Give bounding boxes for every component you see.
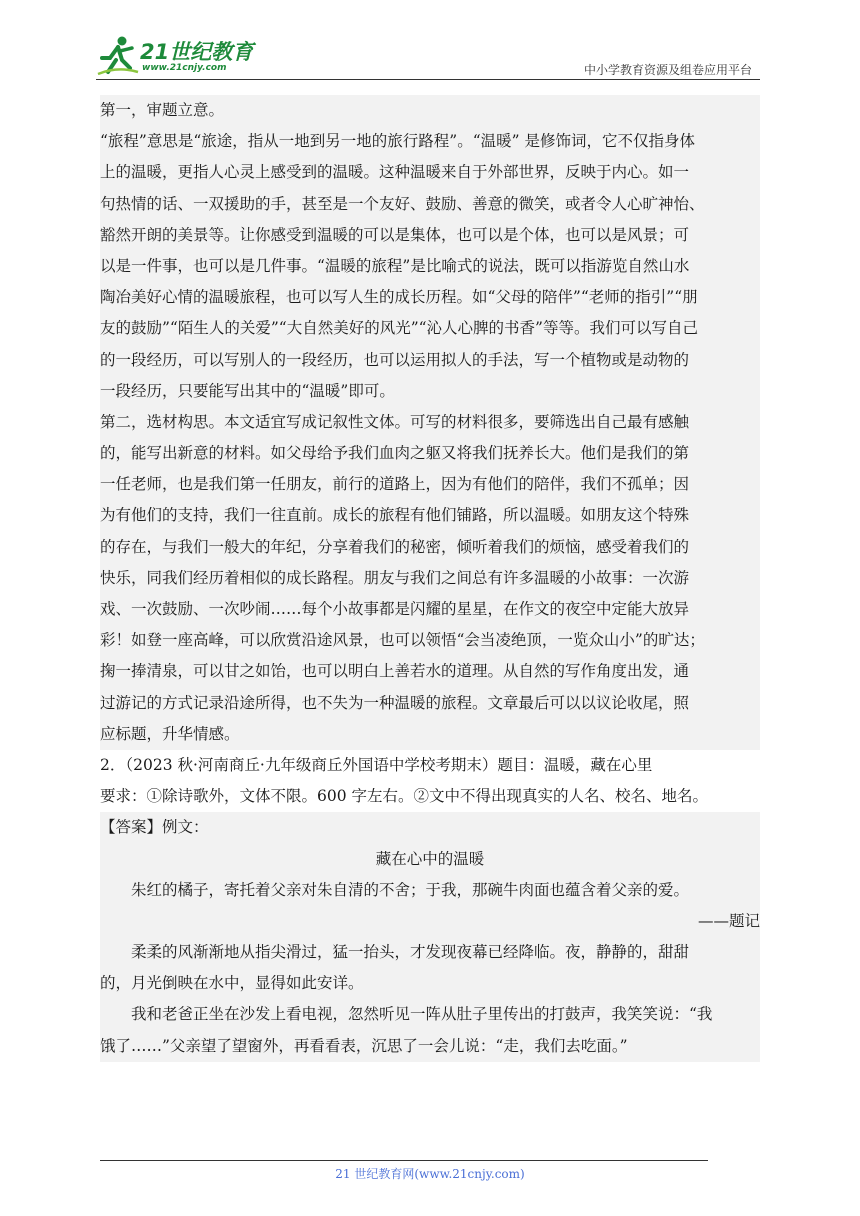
text-line: 上的温暖，更指人心灵上感受到的温暖。这种温暖来自于外部世界，反映于内心。如一: [100, 163, 690, 182]
essay-title: 藏在心中的温暖: [375, 849, 485, 868]
text-line: 饿了……”父亲望了望窗外，再看看表，沉思了一会儿说：“走，我们去吃面。”: [100, 1036, 628, 1055]
page-header: [96, 30, 760, 78]
header-divider: [96, 79, 760, 80]
text-line: “旅程”意思是“旅途，指从一地到另一地的旅行路程”。“温暖” 是修饰词，它不仅指身体: [100, 132, 695, 151]
analysis-block: [100, 95, 760, 750]
answer-block: [100, 812, 760, 1062]
footer-divider: [100, 1160, 708, 1161]
text-line: 过游记的方式记录沿途所得，也不失为一种温暖的旅程。文章最后可以以议论收尾，照: [100, 693, 690, 712]
text-line: 我和老爸正坐在沙发上看电视，忽然听见一阵从肚子里传出的打鼓声，我笑笑说：“我: [131, 1005, 713, 1024]
question-title: 2．（2023 秋·河南商丘·九年级商丘外国语中学校考期末）题目：温暖，藏在心里: [100, 755, 653, 774]
text-line: 掬一捧清泉，可以甘之如饴，也可以明白上善若水的道理。从自然的写作角度出发，通: [100, 662, 690, 681]
platform-title: 中小学教育资源及组卷应用平台: [583, 63, 752, 77]
text-line: 的一段经历，可以写别人的一段经历，也可以运用拟人的手法，写一个植物或是动物的: [100, 350, 690, 369]
text-line: 快乐，同我们经历着相似的成长路程。朋友与我们之间总有许多温暖的小故事：一次游: [100, 568, 690, 587]
text-line: 一段经历，只要能写出其中的“温暖”即可。: [100, 381, 395, 400]
text-line: 朱红的橘子，寄托着父亲对朱自清的不舍；于我，那碗牛肉面也蕴含着父亲的爱。: [131, 880, 690, 899]
text-line: 彩！如登一座高峰，可以欣赏沿途风景，也可以领悟“会当凌绝顶，一览众山小”的旷达；: [100, 631, 705, 650]
text-line: 为有他们的支持，我们一往直前。成长的旅程有他们铺路，所以温暖。如朋友这个特殊: [100, 506, 690, 525]
site-logo: [96, 34, 266, 78]
text-line: 柔柔的风渐渐地从指尖滑过，猛一抬头，才发现夜幕已经降临。夜，静静的，甜甜: [131, 943, 690, 962]
text-line: 的存在，与我们一般大的年纪，分享着我们的秘密，倾听着我们的烦恼，感受着我们的: [100, 537, 690, 556]
text-line: 陶冶美好心情的温暖旅程，也可以写人生的成长历程。如“父母的陪伴”“老师的指引”“朋: [100, 288, 698, 307]
runner-logo-icon: [96, 34, 140, 78]
text-line: 应标题，升华情感。: [100, 724, 240, 743]
text-line: 豁然开朗的美景等。让你感受到温暖的可以是集体，也可以是个体，也可以是风景；可: [100, 225, 690, 244]
document-body: [100, 95, 760, 1062]
answer-label: 【答案】例文：: [100, 818, 209, 837]
text-line: 的，月光倒映在水中，显得如此安详。: [100, 974, 364, 993]
epigraph-attribution: ——题记: [697, 911, 760, 930]
logo-text: 21世纪教育: [140, 40, 254, 64]
text-line: 友的鼓励”“陌生人的关爱”“大自然美好的风光”“沁人心脾的书香”等等。我们可以写自己: [100, 319, 698, 338]
text-line: 戏、一次鼓励、一次吵闹……每个小故事都是闪耀的星星，在作文的夜空中定能大放异: [100, 600, 690, 618]
text-line: 以是一件事，也可以是几件事。“温暖的旅程”是比喻式的说法，既可以指游览自然山水: [100, 256, 690, 275]
logo-url: www.21cnjy.com: [142, 63, 227, 73]
text-line: 句热情的话、一双援助的手，甚至是一个友好、鼓励、善意的微笑，或者令人心旷神怡、: [100, 194, 705, 213]
footer-text: 21 世纪教育网(www.21cnjy.com): [335, 1167, 525, 1181]
text-line: 第一，审题立意。: [100, 101, 225, 119]
text-line: 的，能写出新意的材料。如父母给予我们血肉之躯又将我们抚养长大。他们是我们的第: [100, 444, 690, 463]
question-requirements: 要求：①除诗歌外，文体不限。600 字左右。②文中不得出现真实的人名、校名、地名。: [100, 787, 709, 806]
text-line: 一任老师，也是我们第一任朋友，前行的道路上，因为有他们的陪伴，我们不孤单；因: [100, 475, 690, 494]
text-line: 第二，选材构思。本文适宜写成记叙性文体。可写的材料很多，要筛选出自己最有感触: [100, 412, 690, 431]
